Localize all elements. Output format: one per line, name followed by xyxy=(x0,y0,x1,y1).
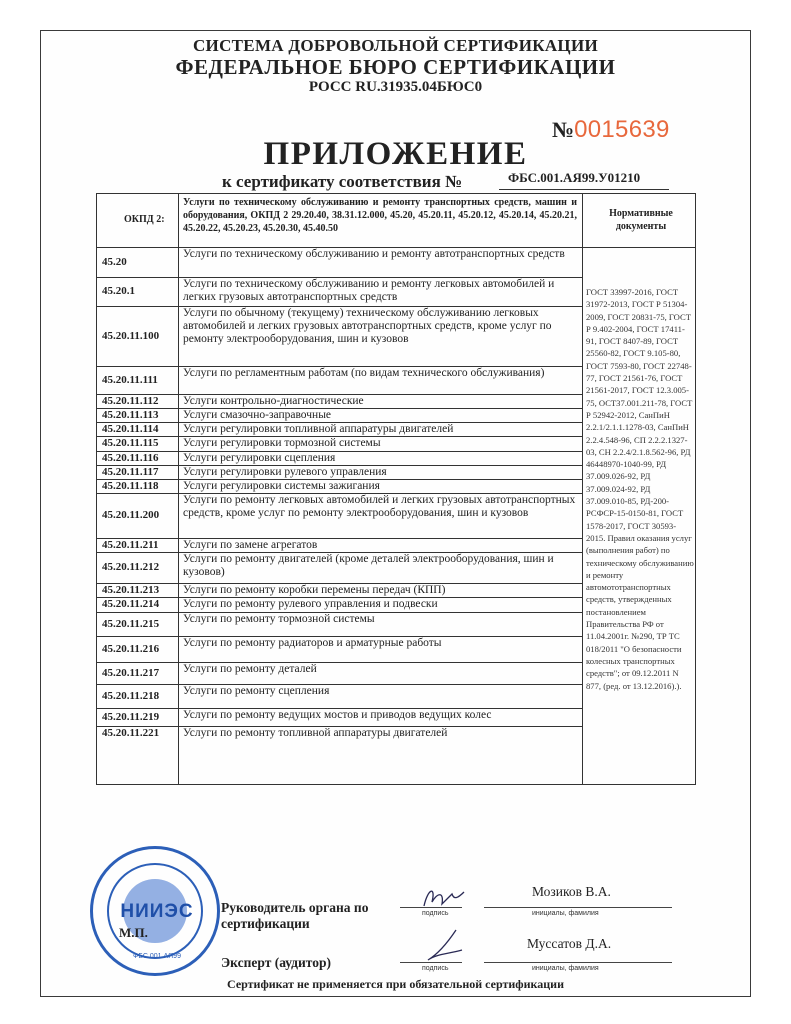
head-name: Мозиков В.А. xyxy=(532,884,611,899)
table-row-code: 45.20.11.212 xyxy=(102,561,160,573)
table-row-code: 45.20.11.211 xyxy=(102,539,159,551)
header-code: ОКПД 2: xyxy=(124,214,165,225)
table-row-text: Услуги регулировки тормозной системы xyxy=(183,437,381,449)
table-row-text: Услуги по ремонту легковых автомобилей и легких грузовых автотранспортных средств, кроме услуг по ремонту электрооборудования, шин и кузовов xyxy=(183,494,576,519)
table-row-code: 45.20.11.218 xyxy=(102,689,160,702)
table-row-code: 45.20.11.117 xyxy=(102,466,159,478)
table-row-code: 45.20.1 xyxy=(102,285,135,297)
table-row-code: 45.20.11.214 xyxy=(102,598,160,610)
header-system: СИСТЕМА ДОБРОВОЛЬНОЙ СЕРТИФИКАЦИИ xyxy=(192,36,598,55)
head-initials-caption: инициалы, фамилия xyxy=(532,910,599,917)
table-row-text: Услуги по ремонту ведущих мостов и приводов ведущих колес xyxy=(183,709,492,721)
footer-note: Сертификат не применяется при обязательной сертификации xyxy=(227,977,564,991)
table-row-text: Услуги по ремонту радиаторов и арматурные работы xyxy=(183,637,442,649)
table-border-top xyxy=(96,193,696,194)
certificate-number: ФБС.001.АЯ99.У01210 xyxy=(508,170,641,185)
table-row-text: Услуги по ремонту сцепления xyxy=(183,685,330,697)
expert-name: Муссатов Д.А. xyxy=(527,936,612,951)
table-row-text: Услуги по ремонту тормозной системы xyxy=(183,613,375,625)
table-row-text: Услуги по ремонту топливной аппаратуры двигателей xyxy=(183,727,448,739)
table-row-text: Услуги по ремонту деталей xyxy=(183,663,317,675)
stamp-logo: НИИЭС xyxy=(120,901,194,922)
table-row-text: Услуги по обычному (текущему) техническому обслуживанию легковых автомобилей и легких грузовых автотранспортных средств, кроме услуг по ремонту электрооборудования, шин и кузовов xyxy=(183,307,552,345)
table-row-code: 45.20.11.114 xyxy=(102,423,159,435)
norms-text: ГОСТ 33997-2016, ГОСТ 31972-2013, ГОСТ Р 51304-2009, ГОСТ 20831-75, ГОСТ Р 9.402-2004, ГОСТ 17411-91, ГОСТ 8407-89, ГОСТ 25560-82, ГОСТ 9.105-80, ГОСТ 7593-80, ГОСТ 22748-77, ГОСТ 21561-76, ГОСТ 21561-2017, ГОСТ 12.3.005-75, ОСТ37.001.211-78, ГОСТ Р 52942-2012, СанПиН 2.2.1/2.1.1.1278-03, СанПиН 2.2.4.548-96, СП 2.2.2.1327-03, СН 2.2.4/2.1.8.562-96, РД 46448970-1040-99, РД 37.009.026-92, РД 37.009.024-92, РД 37.009.010-85, РД-200-РСФСР-15-0150-81, ГОСТ 1578-2017, ГОСТ 30593-2015. Правил оказания услуг (выполнения работ) по техническому обслуживанию и ремонту автомототранспортных средств, утвержденных постановлением Правительства РФ от 11.04.2001г. №290, ТР ТС 018/2011 "О безопасности колесных транспортных средств"; от 09.12.2011 N 877, (ред. от 13.12.2016).). xyxy=(586,287,694,691)
table-row-text: Услуги регулировки рулевого управления xyxy=(183,466,387,478)
table-row-text: Услуги по регламентным работам (по видам технического обслуживания) xyxy=(183,367,545,379)
certification-stamp xyxy=(90,846,220,976)
table-row-code: 45.20.11.100 xyxy=(102,329,160,342)
table-row-text: Услуги регулировки сцепления xyxy=(183,452,336,464)
subtitle: к сертификату соответствия № xyxy=(222,172,463,191)
expert-signature xyxy=(418,928,470,964)
table-row-code: 45.20.11.221 xyxy=(102,727,160,739)
header-registration: РОСС RU.31935.04БЮС0 xyxy=(308,79,483,95)
table-col-divider-2 xyxy=(582,193,583,785)
head-signature-line xyxy=(400,907,462,908)
table-row-text: Услуги по замене агрегатов xyxy=(183,539,318,551)
expert-label: Эксперт (аудитор) xyxy=(221,955,331,970)
table-row-code: 45.20.11.216 xyxy=(102,642,160,655)
header-bureau: ФЕДЕРАЛЬНОЕ БЮРО СЕРТИФИКАЦИИ xyxy=(175,55,616,79)
table-row-text: Услуги смазочно-заправочные xyxy=(183,409,332,421)
certificate-number-line xyxy=(499,189,669,190)
table-col-divider-1 xyxy=(178,193,179,785)
serial-symbol: № xyxy=(552,117,575,142)
expert-initials-caption: инициалы, фамилия xyxy=(532,965,599,972)
header-norms: Нормативные документы xyxy=(609,208,673,232)
head-label: Руководитель органа по сертификации xyxy=(221,900,369,931)
table-border-right xyxy=(695,193,696,785)
table-row-text: Услуги по техническому обслуживанию и ремонту легковых автомобилей и легких грузовых автотранспортных средств xyxy=(183,278,555,303)
header-services: Услуги по техническому обслуживанию и ремонту транспортных средств, машин и оборудования, ОКПД 2 29.20.40, 38.31.12.000, 45.20, 45.20.11, 45.20.12, 45.20.14, 45.20.21, 45.20.22, 45.20.23, 45.20.30, 45.40.50 xyxy=(183,197,577,234)
expert-signature-caption: подпись xyxy=(422,965,449,972)
table-row-code: 45.20.11.116 xyxy=(102,452,159,464)
table-row-code: 45.20.11.111 xyxy=(102,373,158,386)
expert-name-line xyxy=(484,962,672,963)
table-row-code: 45.20.11.215 xyxy=(102,617,160,630)
stamp-number: ФБС.001.АЯ99 xyxy=(133,953,181,960)
stamp-mp: М.П. xyxy=(119,925,148,940)
serial-value: 0015639 xyxy=(574,116,670,143)
table-row-code: 45.20 xyxy=(102,255,127,268)
table-row-code: 45.20.11.115 xyxy=(102,437,159,449)
head-signature-caption: подпись xyxy=(422,910,449,917)
head-name-line xyxy=(484,907,672,908)
table-row-text: Услуги регулировки системы зажигания xyxy=(183,480,380,492)
table-row-code: 45.20.11.113 xyxy=(102,409,159,421)
table-row-text: Услуги регулировки топливной аппаратуры двигателей xyxy=(183,423,454,435)
table-row-text: Услуги по ремонту двигателей (кроме деталей электрооборудования, шин и кузовов) xyxy=(183,553,554,578)
table-border-left xyxy=(96,193,97,785)
page-title: ПРИЛОЖЕНИЕ xyxy=(263,136,528,172)
table-row-text: Услуги по ремонту коробки перемены передач (КПП) xyxy=(183,584,446,596)
table-row-code: 45.20.11.112 xyxy=(102,395,159,407)
table-row-text: Услуги по ремонту рулевого управления и подвески xyxy=(183,598,438,610)
table-row-code: 45.20.11.219 xyxy=(102,710,160,723)
table-row-code: 45.20.11.118 xyxy=(102,480,159,492)
table-row-text: Услуги контрольно-диагностические xyxy=(183,395,364,407)
table-row-code: 45.20.11.213 xyxy=(102,584,160,596)
table-row-code: 45.20.11.217 xyxy=(102,666,160,679)
table-row-code: 45.20.11.200 xyxy=(102,509,160,521)
table-border-bottom xyxy=(96,784,696,785)
table-row-text: Услуги по техническому обслуживанию и ремонту автотранспортных средств xyxy=(183,248,565,260)
expert-signature-line xyxy=(400,962,462,963)
